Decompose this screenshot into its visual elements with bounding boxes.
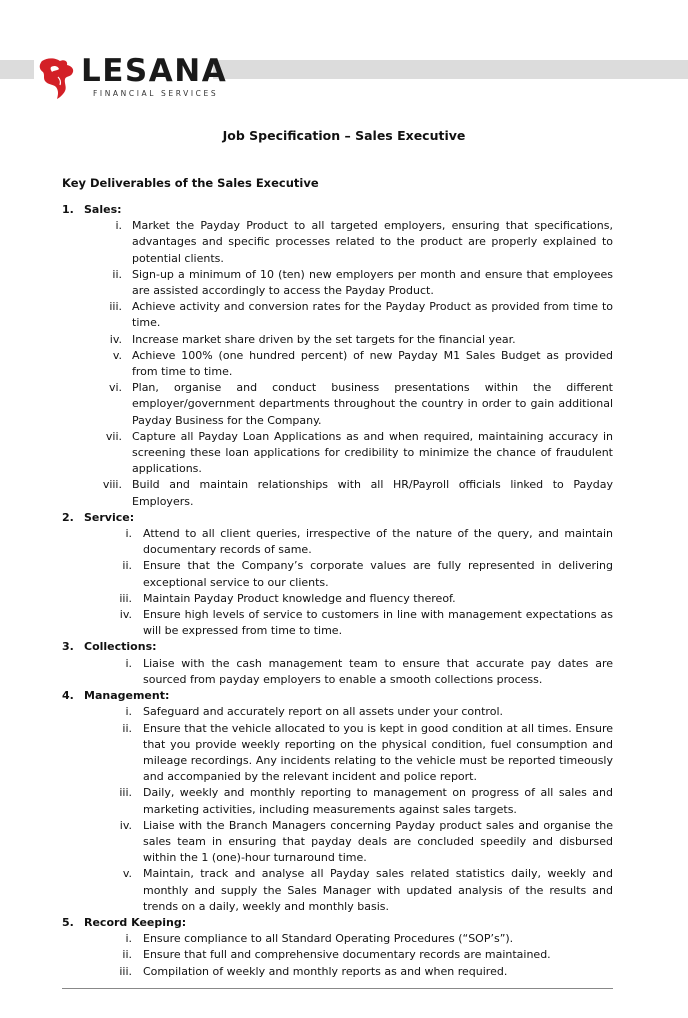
footer-divider: [62, 988, 613, 989]
item-text: Ensure high levels of service to customers in line with management expectations as will be expressed from time to time.: [143, 608, 613, 638]
item-text: Sign-up a minimum of 10 (ten) new employers per month and ensure that employees are assisted accordingly to access the Payday Product.: [132, 267, 613, 298]
list-item: [62, 380, 613, 429]
section-title: [62, 510, 613, 526]
list-item: [62, 656, 613, 688]
list-item: [62, 866, 613, 915]
list-item: [62, 526, 613, 558]
section-heading: Key Deliverables of the Sales Executive: [62, 176, 319, 190]
item-text: Ensure compliance to all Standard Operating Procedures (“SOP’s”).: [143, 932, 514, 946]
section-3: [62, 639, 613, 688]
item-text: Attend to all client queries, irrespective of the nature of the query, and maintain documentary records of same.: [143, 527, 613, 557]
section-title-text: Service:: [84, 510, 135, 524]
item-number: iii.: [109, 300, 122, 314]
item-text: Maintain, track and analyse all Payday sales related statistics daily, weekly and monthly and supply the Sales Manager with updated analysis of the results and trends on a daily, weekly and monthly basis.: [143, 867, 613, 913]
brand-tagline: FINANCIAL SERVICES: [93, 89, 219, 98]
section-number: 1.: [62, 203, 74, 216]
section-number: 5.: [62, 915, 74, 929]
company-logo: [34, 53, 228, 100]
item-text: Capture all Payday Loan Applications as and when required, maintaining accuracy in screening these loan applications for credibility to minimize the chance of fraudulent applications.: [132, 429, 613, 476]
item-number: vii.: [105, 429, 122, 443]
list-item: [62, 785, 613, 817]
item-text: Liaise with the cash management team to ensure that accurate pay dates are sourced from payday employers to enable a smooth collections process.: [143, 656, 613, 686]
section-5: [62, 915, 613, 980]
list-item: [62, 931, 613, 947]
list-item: [62, 607, 613, 639]
list-item: [62, 558, 613, 590]
list-item: [62, 721, 613, 786]
section-title-text: Record Keeping:: [84, 915, 187, 929]
list-item: [62, 218, 613, 267]
deliverables-list: [62, 202, 613, 980]
item-text: Maintain Payday Product knowledge and fluency thereof.: [143, 591, 456, 605]
item-text: Plan, organise and conduct business presentations within the different employer/government departments throughout the country in order to gain additional Payday Business for the Company.: [132, 381, 613, 427]
section-title: [62, 688, 613, 704]
list-item: [62, 818, 613, 867]
africa-lion-logo-icon: [34, 55, 80, 100]
item-number: i.: [125, 527, 132, 541]
list-item: [62, 964, 613, 980]
item-number: iv.: [109, 332, 122, 346]
section-title-text: Collections:: [84, 640, 157, 654]
list-item: [62, 299, 613, 331]
item-text: Build and maintain relationships with all HR/Payroll officials linked to Payday Employers.: [132, 478, 613, 508]
item-number: ii.: [122, 721, 132, 735]
item-number: iv.: [119, 608, 132, 622]
item-number: i.: [115, 219, 122, 233]
item-text: Ensure that full and comprehensive documentary records are maintained.: [143, 948, 551, 962]
section-title-text: Sales:: [84, 203, 122, 216]
item-text: Increase market share driven by the set targets for the financial year.: [132, 332, 516, 346]
section-number: 4.: [62, 689, 74, 703]
list-item: [62, 348, 613, 380]
item-number: ii.: [112, 267, 122, 281]
list-item: [62, 429, 613, 478]
header-band-left: [0, 60, 34, 79]
brand-name: LESANA: [81, 53, 228, 89]
item-number: i.: [125, 656, 132, 670]
item-text: Achieve activity and conversion rates for the Payday Product as provided from time to time.: [132, 300, 613, 330]
item-text: Achieve 100% (one hundred percent) of new Payday M1 Sales Budget as provided from time to time.: [132, 348, 613, 379]
list-item: [62, 332, 613, 348]
section-title: [62, 639, 613, 655]
list-item: [62, 267, 613, 299]
item-number: viii.: [102, 478, 122, 492]
item-text: Ensure that the vehicle allocated to you is kept in good condition at all times. Ensure that you provide weekly reporting on the physical condition, fuel consumption and mileage recordings. Any incidents relating to the vehicle must be reported timeously and accompanied by the relevant incident and police report.: [143, 721, 613, 784]
item-text: Market the Payday Product to all targeted employers, ensuring that specifications, advantages and specific processes related to the product are properly explained to potential clients.: [132, 219, 613, 265]
item-text: Daily, weekly and monthly reporting to management on progress of all sales and marketing activities, including measurements against sales targets.: [143, 786, 613, 816]
header-band-right: [213, 60, 688, 79]
section-title: [62, 915, 613, 931]
item-text: Ensure that the Company’s corporate values are fully represented in delivering exceptional service to our clients.: [143, 559, 613, 589]
item-text: Compilation of weekly and monthly reports as and when required.: [143, 964, 508, 978]
item-number: iii.: [119, 786, 132, 800]
list-item: [62, 591, 613, 607]
item-text: Safeguard and accurately report on all assets under your control.: [143, 705, 503, 719]
item-number: v.: [122, 867, 132, 881]
section-1: [62, 202, 613, 510]
item-number: iii.: [119, 591, 132, 605]
item-number: v.: [112, 348, 122, 362]
section-title: [62, 202, 613, 218]
section-number: 3.: [62, 640, 74, 654]
list-item: [62, 704, 613, 720]
list-item: [62, 947, 613, 963]
item-number: iv.: [119, 818, 132, 832]
page-title: Job Specification – Sales Executive: [222, 128, 466, 143]
item-number: i.: [125, 705, 132, 719]
item-number: iii.: [119, 964, 132, 978]
section-4: [62, 688, 613, 915]
item-number: i.: [125, 932, 132, 946]
section-2: [62, 510, 613, 640]
item-text: Liaise with the Branch Managers concerning Payday product sales and organise the sales team in ensuring that payday deals are concluded speedily and disbursed within the 1 (one)-hour turnaround time.: [143, 818, 613, 865]
list-item: [62, 477, 613, 509]
item-number: vi.: [108, 381, 122, 395]
item-number: ii.: [122, 559, 132, 573]
item-number: ii.: [122, 948, 132, 962]
section-title-text: Management:: [84, 689, 170, 703]
section-number: 2.: [62, 510, 74, 524]
